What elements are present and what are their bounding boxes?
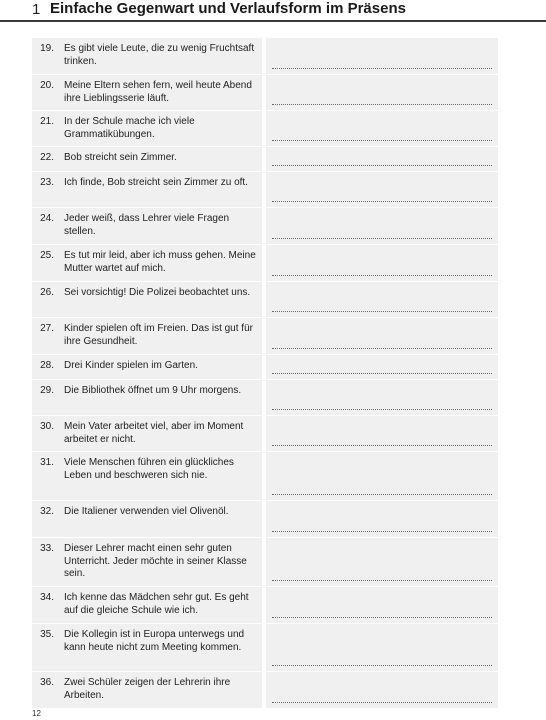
exercise-sentence: Sei vorsichtig! Die Polizei beobachtet uns.: [64, 287, 251, 298]
exercise-row: [32, 587, 498, 624]
exercise-number: 22.: [40, 152, 54, 163]
exercise-row: [32, 208, 498, 245]
exercise-number: 19.: [40, 43, 54, 54]
exercise-row: [32, 538, 498, 587]
exercise-sentence: Dieser Lehrer macht einen sehr guten Unterricht. Jeder möchte in seiner Klasse sein.: [64, 543, 247, 579]
exercise-row: [32, 380, 498, 416]
answer-line[interactable]: [272, 665, 492, 666]
answer-cell[interactable]: [266, 624, 498, 671]
exercise-row: [32, 318, 498, 355]
exercise-sentence: Viele Menschen führen ein glückliches Leben und beschweren sich nie.: [64, 457, 234, 481]
answer-line[interactable]: [272, 165, 492, 166]
exercise-row: [32, 624, 498, 672]
exercise-sentence: Bob streicht sein Zimmer.: [64, 152, 177, 163]
exercise-sentence: Es gibt viele Leute, die zu wenig Fruchtsaft trinken.: [64, 43, 255, 67]
exercise-sentence: Die Italiener verwenden viel Olivenöl.: [64, 506, 229, 517]
exercise-row: [32, 416, 498, 452]
exercise-number: 24.: [40, 213, 54, 224]
exercise-sentence: Mein Vater arbeitet viel, aber im Moment arbeitet er nicht.: [64, 421, 244, 445]
exercise-sentence: Ich finde, Bob streicht sein Zimmer zu oft.: [64, 177, 248, 188]
exercise-number: 20.: [40, 80, 54, 91]
exercise-row: [32, 452, 498, 501]
exercise-row: [32, 501, 498, 538]
exercise-sentence: Die Kollegin ist in Europa unterwegs und kann heute nicht zum Meeting kommen.: [64, 629, 245, 653]
chapter-title: Einfache Gegenwart und Verlaufsform im Präsens: [50, 0, 406, 17]
exercise-row: [32, 672, 498, 709]
exercise-number: 32.: [40, 506, 54, 517]
exercise-row: [32, 172, 498, 208]
answer-cell[interactable]: [266, 355, 498, 379]
exercise-number: 27.: [40, 323, 54, 334]
exercise-row: [32, 75, 498, 111]
exercise-sentence: Drei Kinder spielen im Garten.: [64, 360, 198, 371]
exercise-row: [32, 38, 498, 75]
exercise-sentence: Ich kenne das Mädchen sehr gut. Es geht auf die gleiche Schule wie ich.: [64, 592, 249, 616]
exercise-number: 21.: [40, 116, 54, 127]
exercise-number: 25.: [40, 250, 54, 261]
exercise-row: [32, 355, 498, 380]
exercise-sentence: In der Schule mache ich viele Grammatikübungen.: [64, 116, 195, 140]
exercise-row: [32, 245, 498, 282]
exercise-number: 30.: [40, 421, 54, 432]
answer-line[interactable]: [272, 104, 492, 105]
exercise-row: [32, 282, 498, 318]
answer-line[interactable]: [272, 445, 492, 446]
exercise-row: [32, 111, 498, 147]
exercise-table: [32, 38, 498, 709]
exercise-number: 26.: [40, 287, 54, 298]
exercise-row: [32, 147, 498, 172]
answer-line[interactable]: [272, 702, 492, 703]
answer-line[interactable]: [272, 494, 492, 495]
answer-line[interactable]: [272, 238, 492, 239]
exercise-number: 29.: [40, 385, 54, 396]
answer-line[interactable]: [272, 348, 492, 349]
exercise-number: 36.: [40, 677, 54, 688]
answer-line[interactable]: [272, 531, 492, 532]
exercise-number: 28.: [40, 360, 54, 371]
answer-line[interactable]: [272, 68, 492, 69]
page-number: 12: [32, 709, 41, 718]
exercise-number: 31.: [40, 457, 54, 468]
exercise-sentence: Zwei Schüler zeigen der Lehrerin ihre Arbeiten.: [64, 677, 231, 701]
exercise-number: 35.: [40, 629, 54, 640]
answer-line[interactable]: [272, 373, 492, 374]
exercise-sentence: Die Bibliothek öffnet um 9 Uhr morgens.: [64, 385, 242, 396]
chapter-number: 1: [32, 1, 41, 18]
answer-line[interactable]: [272, 409, 492, 410]
answer-line[interactable]: [272, 311, 492, 312]
answer-line[interactable]: [272, 275, 492, 276]
answer-line[interactable]: [272, 580, 492, 581]
exercise-sentence: Kinder spielen oft im Freien. Das ist gut für ihre Gesundheit.: [64, 323, 253, 347]
exercise-sentence: Jeder weiß, dass Lehrer viele Fragen stellen.: [64, 213, 230, 237]
exercise-number: 33.: [40, 543, 54, 554]
answer-line[interactable]: [272, 201, 492, 202]
answer-cell[interactable]: [266, 452, 498, 500]
answer-line[interactable]: [272, 140, 492, 141]
exercise-number: 34.: [40, 592, 54, 603]
header-rule: [0, 20, 546, 22]
answer-line[interactable]: [272, 617, 492, 618]
answer-cell[interactable]: [266, 538, 498, 586]
exercise-number: 23.: [40, 177, 54, 188]
page-header: [0, 0, 546, 22]
answer-cell[interactable]: [266, 147, 498, 171]
exercise-sentence: Meine Eltern sehen fern, weil heute Abend ihre Lieblingsserie läuft.: [64, 80, 252, 104]
exercise-sentence: Es tut mir leid, aber ich muss gehen. Meine Mutter wartet auf mich.: [64, 250, 256, 274]
